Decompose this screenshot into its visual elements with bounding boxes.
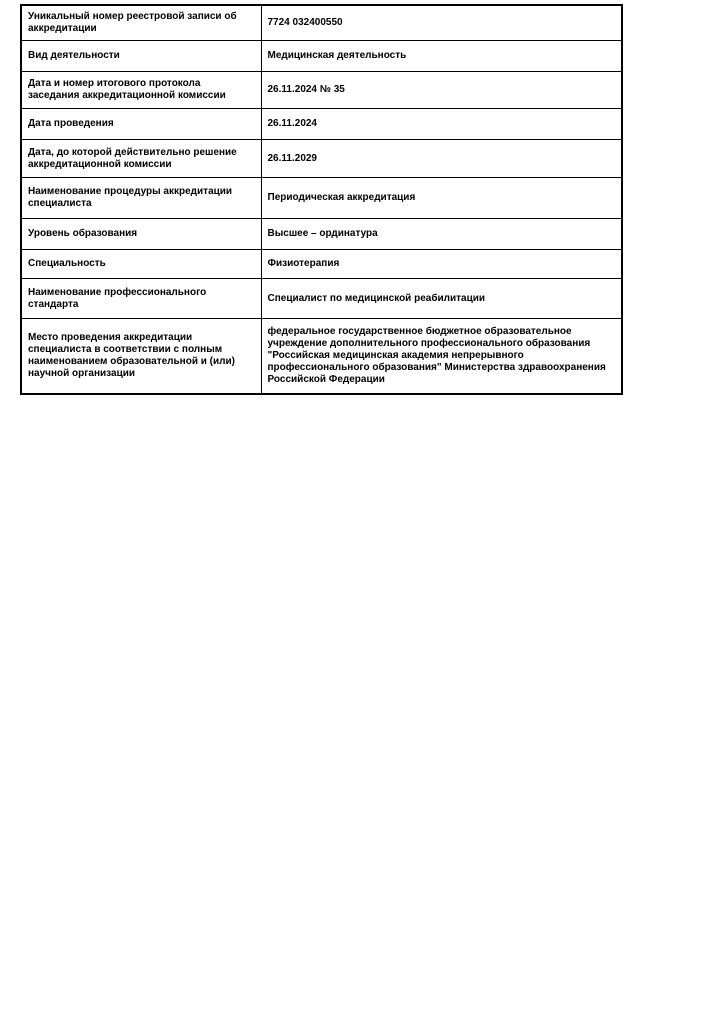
table-row: [21, 250, 622, 279]
table-row: [21, 5, 622, 41]
row-value: 26.11.2024: [261, 109, 622, 140]
row-value: Физиотерапия: [261, 250, 622, 279]
row-label: Место проведения аккредитации специалиста в соответствии с полным наименованием образовательной и (или) научной организации: [21, 319, 261, 395]
row-label: Специальность: [21, 250, 261, 279]
table-row: [21, 140, 622, 178]
accreditation-record-table: [20, 4, 623, 395]
row-value: 7724 032400550: [261, 5, 622, 41]
table-row: [21, 109, 622, 140]
row-value: Периодическая аккредитация: [261, 178, 622, 219]
table-row: [21, 219, 622, 250]
row-value: 26.11.2024 № 35: [261, 72, 622, 109]
row-label: Дата, до которой действительно решение аккредитационной комиссии: [21, 140, 261, 178]
row-value: 26.11.2029: [261, 140, 622, 178]
table-row: [21, 41, 622, 72]
row-label: Дата проведения: [21, 109, 261, 140]
row-label: Наименование профессионального стандарта: [21, 279, 261, 319]
row-value: Высшее – ординатура: [261, 219, 622, 250]
table-row: [21, 319, 622, 395]
row-value: Специалист по медицинской реабилитации: [261, 279, 622, 319]
row-value: федеральное государственное бюджетное образовательное учреждение дополнительного профессионального образования "Российская медицинская академия непрерывного профессионального образования" Министерства здравоохранения Российской Федерации: [261, 319, 622, 395]
row-label: Вид деятельности: [21, 41, 261, 72]
row-label: Дата и номер итогового протокола заседания аккредитационной комиссии: [21, 72, 261, 109]
row-label: Уникальный номер реестровой записи об аккредитации: [21, 5, 261, 41]
row-label: Наименование процедуры аккредитации специалиста: [21, 178, 261, 219]
table-row: [21, 72, 622, 109]
table-row: [21, 178, 622, 219]
table-row: [21, 279, 622, 319]
row-label: Уровень образования: [21, 219, 261, 250]
row-value: Медицинская деятельность: [261, 41, 622, 72]
